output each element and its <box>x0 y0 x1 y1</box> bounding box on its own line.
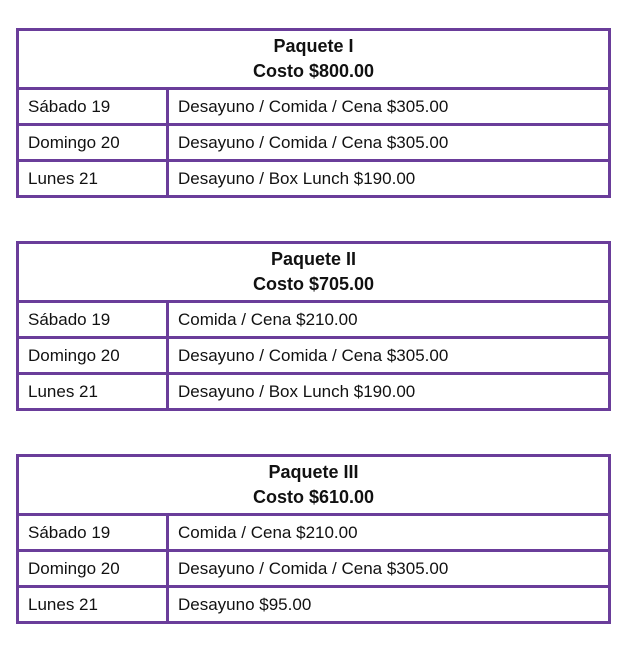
package-header-row <box>18 456 610 515</box>
package-title: Paquete II <box>270 249 357 269</box>
package-header <box>18 30 610 89</box>
meals-cell: Comida / Cena $210.00 <box>168 515 610 551</box>
meals-cell: Desayuno / Box Lunch $190.00 <box>168 161 610 197</box>
meals-cell: Comida / Cena $210.00 <box>168 302 610 338</box>
day-cell: Sábado 19 <box>18 89 168 125</box>
day-cell: Domingo 20 <box>18 551 168 587</box>
package-header <box>18 243 610 302</box>
package-cost: Costo $800.00 <box>252 61 375 81</box>
day-cell: Lunes 21 <box>18 374 168 410</box>
table-row <box>18 515 610 551</box>
meals-cell: Desayuno / Comida / Cena $305.00 <box>168 125 610 161</box>
table-row <box>18 587 610 623</box>
table-row <box>18 338 610 374</box>
package-table-3 <box>16 454 611 624</box>
table-row <box>18 374 610 410</box>
table-row <box>18 89 610 125</box>
table-row <box>18 551 610 587</box>
meals-cell: Desayuno / Comida / Cena $305.00 <box>168 551 610 587</box>
table-row <box>18 161 610 197</box>
table-row <box>18 302 610 338</box>
meals-cell: Desayuno / Box Lunch $190.00 <box>168 374 610 410</box>
package-cost: Costo $705.00 <box>252 274 375 294</box>
package-header <box>18 456 610 515</box>
package-title: Paquete I <box>273 36 354 56</box>
day-cell: Domingo 20 <box>18 338 168 374</box>
table-row <box>18 125 610 161</box>
package-table-1 <box>16 28 611 198</box>
day-cell: Sábado 19 <box>18 302 168 338</box>
day-cell: Lunes 21 <box>18 161 168 197</box>
package-cost: Costo $610.00 <box>252 487 375 507</box>
day-cell: Sábado 19 <box>18 515 168 551</box>
package-table-2 <box>16 241 611 411</box>
package-title: Paquete III <box>268 462 359 482</box>
package-header-row <box>18 243 610 302</box>
package-header-row <box>18 30 610 89</box>
day-cell: Domingo 20 <box>18 125 168 161</box>
meals-cell: Desayuno $95.00 <box>168 587 610 623</box>
day-cell: Lunes 21 <box>18 587 168 623</box>
meals-cell: Desayuno / Comida / Cena $305.00 <box>168 338 610 374</box>
meals-cell: Desayuno / Comida / Cena $305.00 <box>168 89 610 125</box>
